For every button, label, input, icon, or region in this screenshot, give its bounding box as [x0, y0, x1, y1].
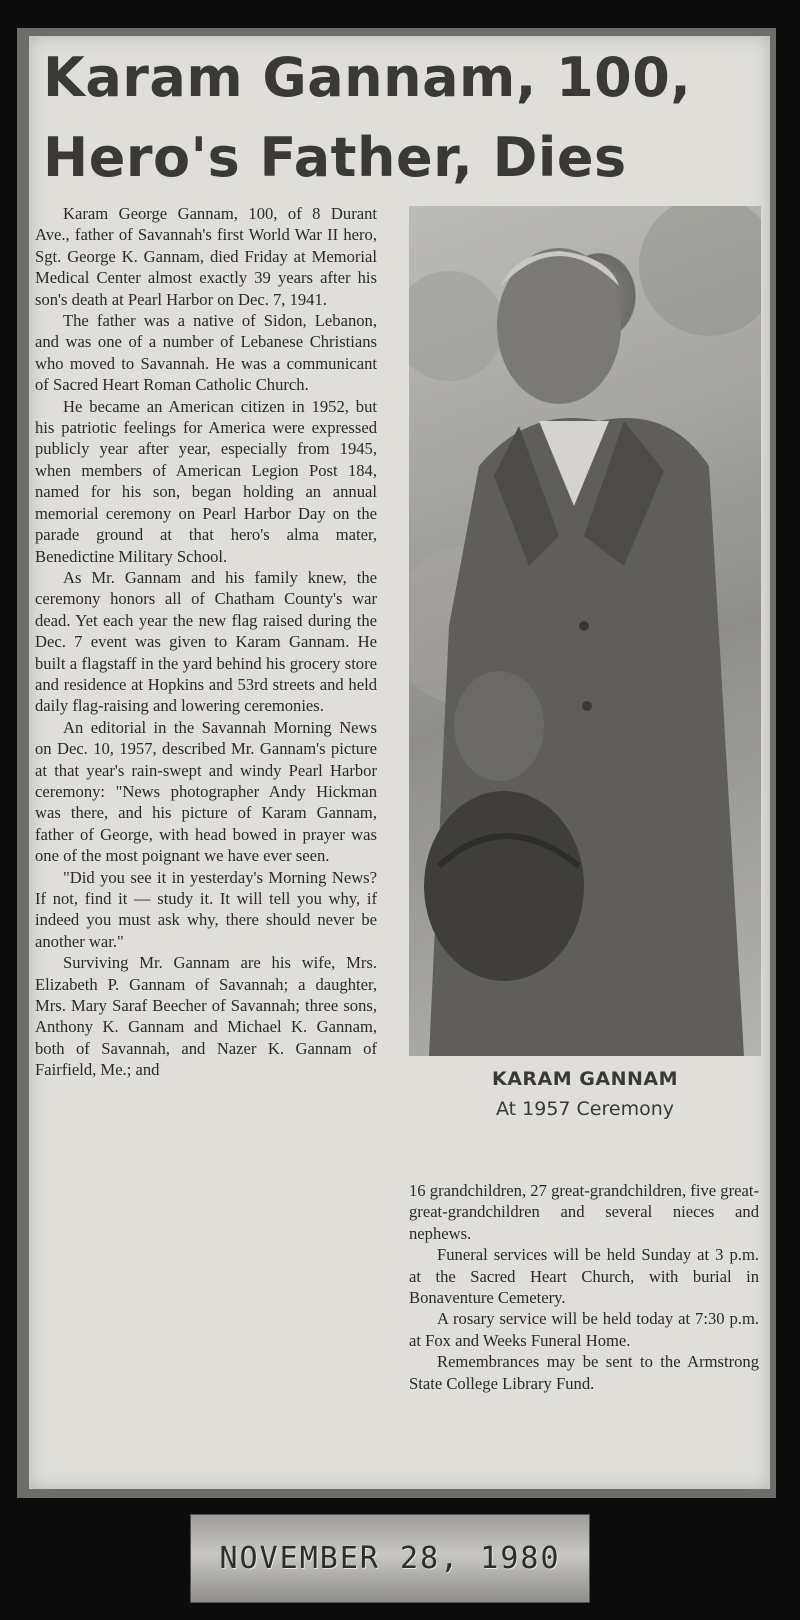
paragraph: Remembrances may be sent to the Armstrong State College Library Fund. — [409, 1352, 759, 1393]
paragraph: A rosary service will be held today at 7:30 p.m. at Fox and Weeks Funeral Home. — [409, 1309, 759, 1350]
headline — [43, 38, 763, 198]
newspaper-clipping — [29, 36, 770, 1489]
date-plaque — [190, 1514, 590, 1603]
photo-caption — [409, 1064, 761, 1124]
headline-line-1: Karam Gannam, 100, — [43, 46, 692, 109]
paragraph: An editorial in the Savannah Morning News on Dec. 10, 1957, described Mr. Gannam's picture at that year's rain-swept and windy Pearl Harbor ceremony: "News photographer Andy Hickman was there, and his picture of Karam Gannam, father of George, with head bowed in prayer was one of the most poignant we have ever seen. — [35, 717, 377, 866]
paragraph: 16 grandchildren, 27 great-grandchildren, five great-great-grandchildren and several nieces and nephews. — [409, 1181, 759, 1243]
article-column-left — [35, 203, 377, 1081]
paragraph: Surviving Mr. Gannam are his wife, Mrs. Elizabeth P. Gannam of Savannah; a daughter, Mrs. Mary Saraf Beecher of Savannah; three sons, Anthony K. Gannam and Michael K. Gannam, both of Savannah, and Nazer K. Gannam of Fairfield, Me.; and — [35, 953, 377, 1080]
caption-subtitle: At 1957 Ceremony — [495, 1098, 674, 1120]
paragraph: Karam George Gannam, 100, of 8 Durant Ave., father of Savannah's first World War II hero, Sgt. George K. Gannam, died Friday at Memorial Medical Center almost exactly 39 years after his son's death at Pearl Harbor on Dec. 7, 1941. — [35, 204, 377, 309]
date-plaque-text: NOVEMBER 28, 1980 — [219, 1541, 561, 1576]
caption-name: KARAM GANNAM — [492, 1068, 678, 1090]
paragraph: As Mr. Gannam and his family knew, the ceremony honors all of Chatham County's war dead. Yet each year the new flag raised during the Dec. 7 event was given to Karam Gannam. He built a flagstaff in the yard behind his grocery store and residence at Hopkins and 53rd streets and held daily flag-raising and lowering ceremonies. — [35, 567, 377, 716]
headline-line-2: Hero's Father, Dies — [43, 126, 627, 189]
paragraph: The father was a native of Sidon, Lebanon, and was one of a number of Lebanese Christians who moved to Savannah. He was a communicant of Sacred Heart Roman Catholic Church. — [35, 311, 377, 395]
article-column-right — [409, 1180, 759, 1394]
paragraph: He became an American citizen in 1952, but his patriotic feelings for America were expressed publicly year after year, especially from 1945, when members of American Legion Post 184, named for his son, began holding an annual memorial ceremony on Pearl Harbor Day on the parade ground at that hero's alma mater, Benedictine Military School. — [35, 396, 377, 566]
man-silhouette-illustration — [409, 206, 761, 1056]
paragraph: Funeral services will be held Sunday at 3 p.m. at the Sacred Heart Church, with burial in Bonaventure Cemetery. — [409, 1245, 759, 1308]
photo-karam-gannam — [409, 206, 761, 1056]
paragraph: "Did you see it in yesterday's Morning News? If not, find it — study it. It will tell you why, if indeed you must ask why, there should never be another war." — [35, 867, 377, 951]
